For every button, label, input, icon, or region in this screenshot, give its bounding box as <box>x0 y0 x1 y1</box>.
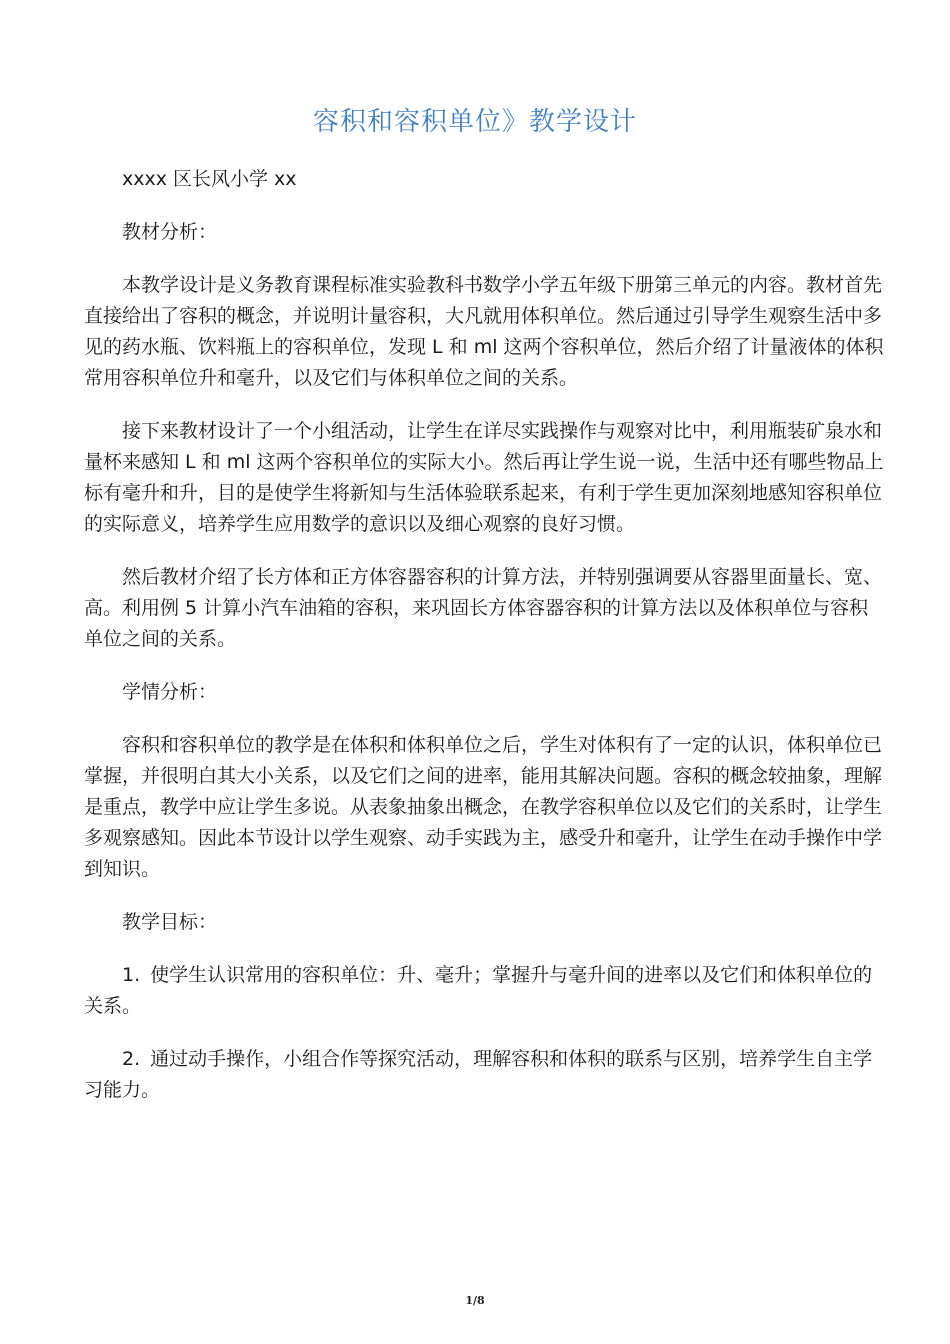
document-title: 容积和容积单位》教学设计 <box>312 107 637 137</box>
analysis-paragraph: 然后教材介绍了长方体和正方体容器容积的计算方法，并特别强调要从容器里面量长、宽、高。利用例 5 计算小汽车油箱的容积，来巩固长方体容器容积的计算方法以及体积单位与容积单位之间的关系。 <box>84 566 883 650</box>
section-heading-goals: 教学目标： <box>122 911 218 933</box>
goal-number: 1. <box>122 964 141 986</box>
document-body <box>84 164 884 1128</box>
analysis-paragraph: 本教学设计是义务教育课程标准实验教科书数学小学五年级下册第三单元的内容。教材首先直接给出了容积的概念，并说明计量容积，大凡就用体积单位。然后通过引导学生观察生活中多见的药水瓶、饮料瓶上的容积单位，发现 L 和 ml 这两个容积单位，然后介绍了计量液体的体积常用容积单位升和毫升，以及它们与体积单位之间的关系。 <box>84 274 884 389</box>
section-heading-analysis: 教材分析： <box>122 221 218 243</box>
learner-paragraph: 容积和容积单位的教学是在体积和体积单位之后，学生对体积有了一定的认识，体积单位已掌握，并很明白其大小关系，以及它们之间的进率，能用其解决问题。容积的概念较抽象，理解是重点，教学中应让学生多说。从表象抽象出概念，在教学容积单位以及它们的关系时，让学生多观察感知。因此本节设计以学生观察、动手实践为主，感受升和毫升，让学生在动手操作中学到知识。 <box>84 734 883 880</box>
goal-item <box>84 960 884 1022</box>
goal-item <box>84 1044 884 1106</box>
goal-text: 使学生认识常用的容积单位：升、毫升；掌握升与毫升间的进率以及它们和体积单位的关系。 <box>84 964 873 1017</box>
goal-number: 2. <box>122 1048 141 1070</box>
section-heading-learner: 学情分析： <box>122 681 218 703</box>
author-line: xxxx 区长风小学 xx <box>122 168 297 190</box>
page-number: 1/8 <box>465 1294 485 1307</box>
goal-text: 通过动手操作，小组合作等探究活动，理解容积和体积的联系与区别，培养学生自主学习能力。 <box>84 1048 873 1101</box>
analysis-paragraph: 接下来教材设计了一个小组活动，让学生在详尽实践操作与观察对比中，利用瓶装矿泉水和量杯来感知 L 和 ml 这两个容积单位的实际大小。然后再让学生说一说，生活中还有哪些物品上标有毫升和升，目的是使学生将新知与生活体验联系起来，有利于学生更加深刻地感知容积单位的实际意义，培养学生应用数学的意识以及细心观察的良好习惯。 <box>84 420 884 535</box>
